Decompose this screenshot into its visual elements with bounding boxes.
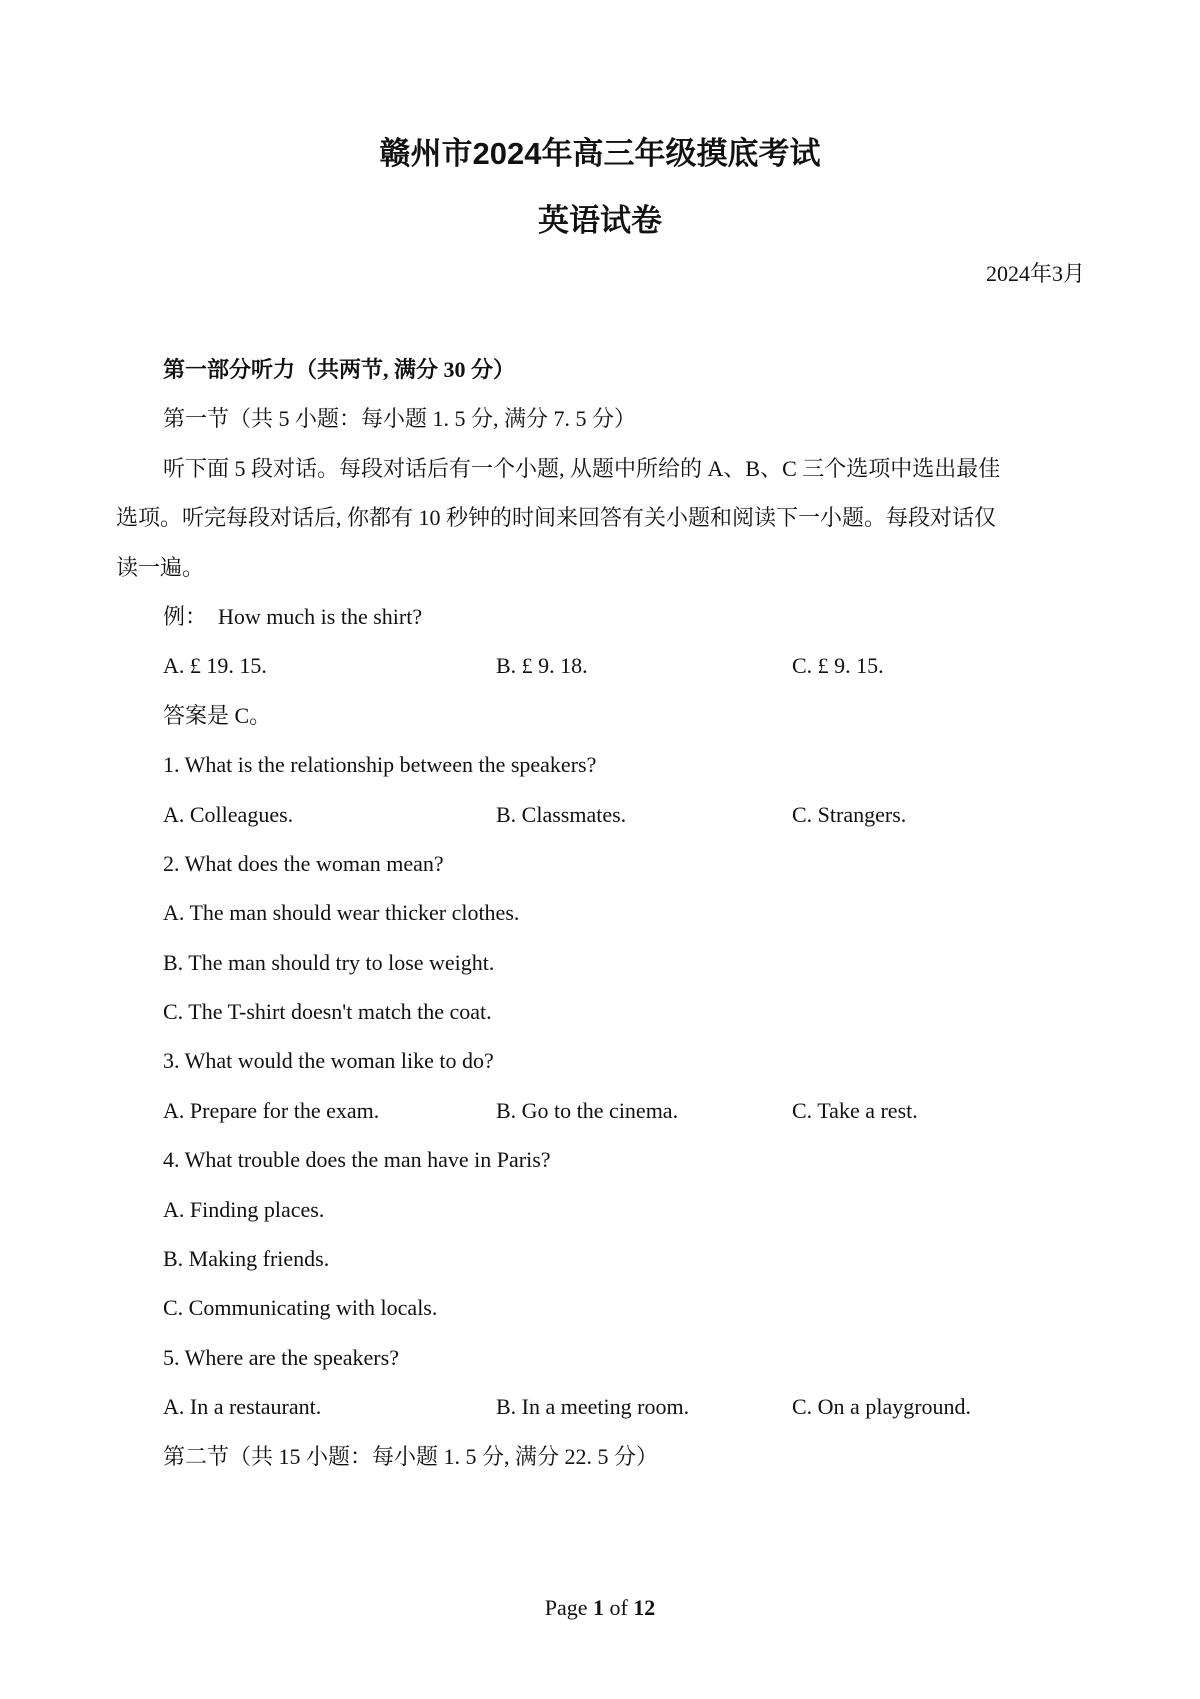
- option-b: B. £ 9. 18.: [496, 653, 588, 679]
- question: 1. What is the relationship between the speakers?: [163, 752, 597, 778]
- example-question-text: How much is the shirt?: [218, 603, 423, 629]
- instructions-line: 选项。听完每段对话后, 你都有 10 秒钟的时间来回答有关小题和阅读下一小题。每段对话仅: [116, 505, 997, 531]
- example-question: [0, 592, 1200, 641]
- page-footer: [0, 1595, 1200, 1621]
- question: 4. What trouble does the man have in Paris?: [163, 1147, 551, 1173]
- example-label: 例：: [163, 603, 208, 629]
- option-b: B. Classmates.: [496, 801, 627, 827]
- option-a: A. Prepare for the exam.: [163, 1097, 380, 1123]
- options-row: [0, 1086, 1200, 1135]
- instructions-line: 读一遍。: [116, 554, 205, 580]
- section-heading: 第二节（共 15 小题：每小题 1. 5 分, 满分 22. 5 分）: [163, 1443, 659, 1469]
- exam-date: 2024年3月: [985, 261, 1085, 286]
- option-c: C. £ 9. 15.: [792, 653, 884, 679]
- option-b: B. In a meeting room.: [496, 1394, 690, 1420]
- instructions-line: 听下面 5 段对话。每段对话后有一个小题, 从题中所给的 A、B、C 三个选项中选出最佳: [163, 455, 1001, 481]
- question: 5. Where are the speakers?: [163, 1344, 399, 1370]
- footer-of: of: [603, 1595, 634, 1620]
- exam-subtitle: 英语试卷: [538, 203, 662, 238]
- current-page: 1: [592, 1595, 604, 1620]
- question: 2. What does the woman mean?: [163, 850, 444, 876]
- option-a: A. The man should wear thicker clothes.: [163, 900, 520, 926]
- total-pages: 12: [633, 1595, 656, 1620]
- option-a: A. In a restaurant.: [163, 1394, 322, 1420]
- exam-title: 赣州市2024年高三年级摸底考试: [379, 136, 821, 171]
- option-c: C. Strangers.: [792, 801, 907, 827]
- example-answer: 答案是 C。: [163, 702, 272, 728]
- option-a: A. Finding places.: [163, 1196, 325, 1222]
- option-c: C. On a playground.: [792, 1394, 972, 1420]
- section-heading: 第一节（共 5 小题：每小题 1. 5 分, 满分 7. 5 分）: [163, 406, 637, 432]
- option-b: B. Making friends.: [163, 1246, 330, 1272]
- options-row: [0, 1382, 1200, 1431]
- option-b: B. The man should try to lose weight.: [163, 949, 495, 975]
- options-row: [0, 790, 1200, 839]
- option-c: C. The T-shirt doesn't match the coat.: [163, 999, 492, 1025]
- option-a: A. Colleagues.: [163, 801, 294, 827]
- part-heading: 第一部分听力（共两节, 满分 30 分）: [163, 357, 516, 382]
- option-c: C. Take a rest.: [792, 1097, 918, 1123]
- footer-prefix: Page: [544, 1595, 593, 1620]
- option-b: B. Go to the cinema.: [496, 1097, 679, 1123]
- option-a: A. £ 19. 15.: [163, 653, 267, 679]
- option-c: C. Communicating with locals.: [163, 1295, 438, 1321]
- question: 3. What would the woman like to do?: [163, 1048, 494, 1074]
- exam-body: [0, 345, 1200, 1481]
- example-options: [0, 641, 1200, 690]
